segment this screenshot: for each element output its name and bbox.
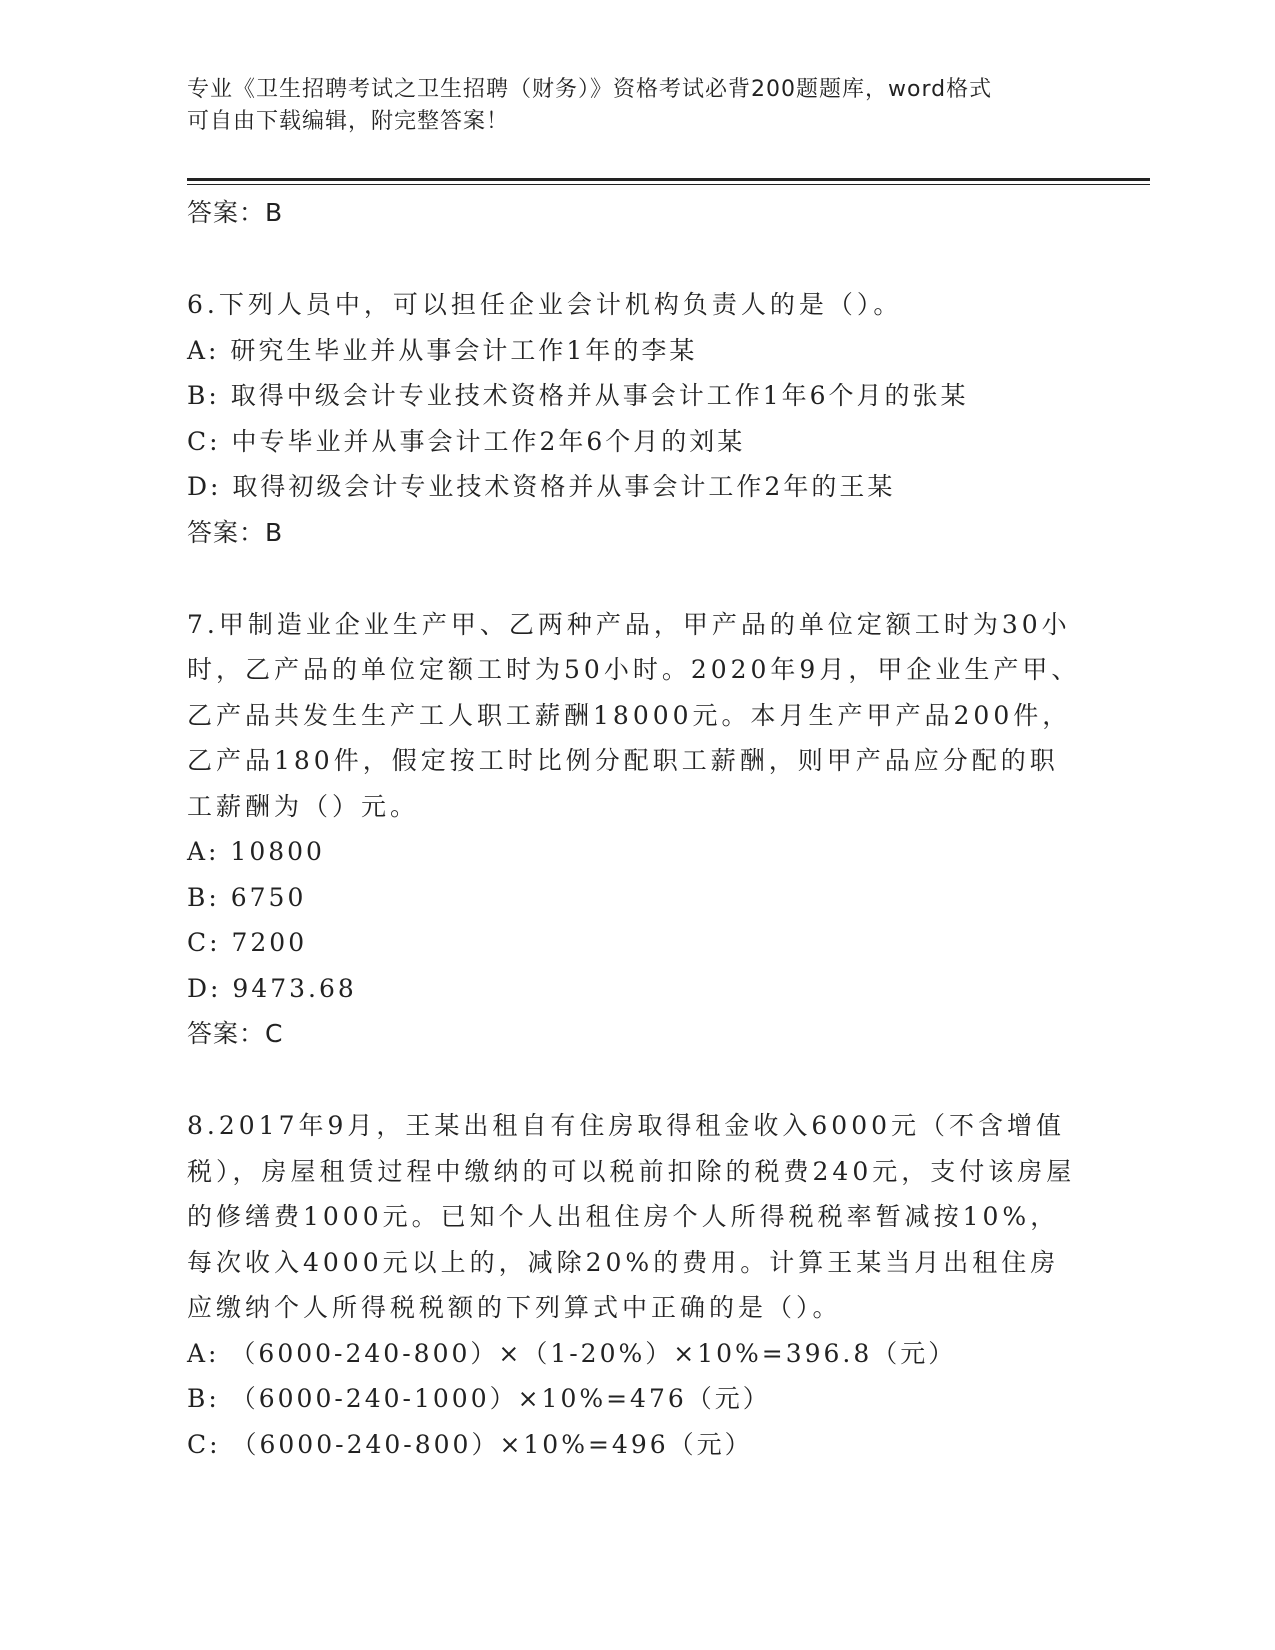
option-a: A: 研究生毕业并从事会计工作1年的李某 bbox=[187, 335, 698, 365]
question-text: 7.甲制造业企业生产甲、乙两种产品，甲产品的单位定额工时为30小时，乙产品的单位定额工时为50小时。2020年9月，甲企业生产甲、乙产品共发生生产工人职工薪酬18000元。本月生产甲产品200件，乙产品180件，假定按工时比例分配职工薪酬，则甲产品应分配的职工薪酬为（）元。 bbox=[187, 609, 1081, 821]
option-a: A: 10800 bbox=[187, 837, 325, 866]
option-b: B: 取得中级会计专业技术资格并从事会计工作1年6个月的张某 bbox=[187, 381, 969, 410]
header-line-2: 可自由下载编辑，附完整答案！ bbox=[187, 109, 510, 134]
header-line-1: 专业《卫生招聘考试之卫生招聘（财务）》资格考试必背200题题库，word格式 bbox=[187, 77, 993, 102]
header-divider-thick bbox=[187, 178, 1150, 181]
question-7 bbox=[187, 602, 1087, 1058]
answer: 答案：C bbox=[187, 1019, 284, 1048]
answer: 答案：B bbox=[187, 517, 284, 547]
question-text: 6.下列人员中，可以担任企业会计机构负责人的是（）。 bbox=[187, 290, 903, 319]
option-b: B: （6000-240-1000）×10%=476（元） bbox=[187, 1384, 771, 1413]
question-6 bbox=[187, 282, 1087, 556]
answer-previous: 答案：B bbox=[187, 198, 284, 227]
option-c: C: 7200 bbox=[187, 928, 308, 957]
question-8 bbox=[187, 1103, 1087, 1467]
page-header bbox=[187, 74, 1087, 138]
option-c: C: 中专毕业并从事会计工作2年6个月的刘某 bbox=[187, 426, 746, 456]
question-list bbox=[187, 186, 1087, 1467]
option-d: D: 取得初级会计专业技术资格并从事会计工作2年的王某 bbox=[187, 472, 896, 501]
header-divider-thin bbox=[187, 184, 1150, 185]
option-a: A: （6000-240-800）×（1-20%）×10%=396.8（元） bbox=[187, 1338, 957, 1368]
option-c: C: （6000-240-800）×10%=496（元） bbox=[187, 1429, 753, 1459]
option-b: B: 6750 bbox=[187, 882, 307, 912]
option-d: D: 9473.68 bbox=[187, 973, 357, 1003]
question-text: 8.2017年9月，王某出租自有住房取得租金收入6000元（不含增值税），房屋租赁过程中缴纳的可以税前扣除的税费240元，支付该房屋的修缮费1000元。已知个人出租住房个人所得税税率暂减按10%，每次收入4000元以上的，减除20%的费用。计算王某当月出租住房应缴纳个人所得税税额的下列算式中正确的是（）。 bbox=[187, 1111, 1076, 1322]
